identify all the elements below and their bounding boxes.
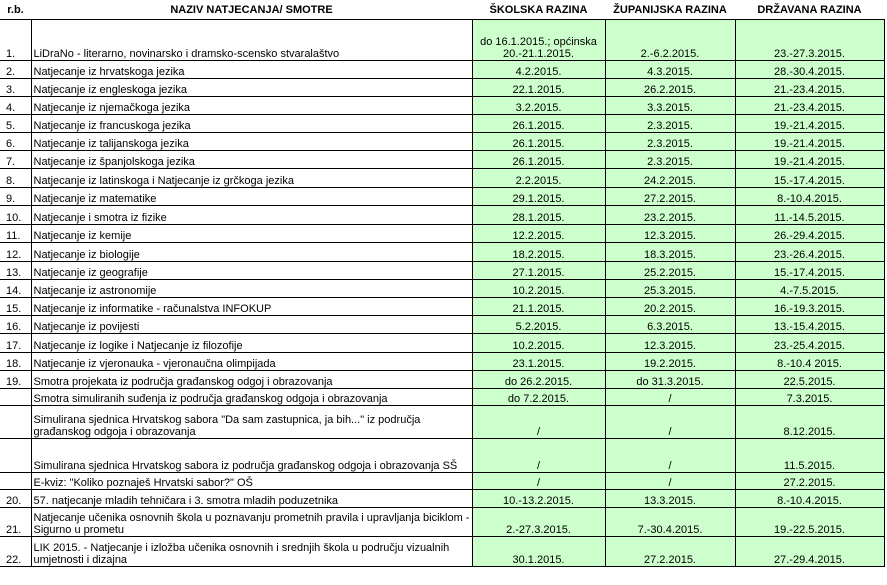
school-level-date: do 7.2.2015.: [472, 389, 605, 406]
state-level-date: 8.-10.4.2015.: [735, 188, 884, 206]
competition-name: Natjecanje iz njemačkoga jezika: [31, 97, 472, 115]
row-number: 12.: [0, 243, 31, 262]
table-row: [0, 243, 884, 262]
row-number: 17.: [0, 334, 31, 353]
row-number: 6.: [0, 133, 31, 151]
competition-name: Natjecanje iz kemije: [31, 225, 472, 243]
school-level-date: 10.2.2015.: [472, 280, 605, 298]
county-level-date: 6.3.2015.: [605, 316, 735, 334]
table-row: [0, 298, 884, 316]
table-row: [0, 508, 884, 537]
competition-name: Smotra simuliranih suđenja iz područja građanskog odgoja i obrazovanja: [31, 389, 472, 406]
table-row: [0, 262, 884, 280]
school-level-date: 27.1.2015.: [472, 262, 605, 280]
county-level-date: 25.3.2015.: [605, 280, 735, 298]
school-level-date: 10.-13.2.2015.: [472, 490, 605, 508]
row-number: 16.: [0, 316, 31, 334]
competition-name: Natjecanje učenika osnovnih škola u poznavanju prometnih pravila i upravljanja biciklom - Sigurno u prometu: [31, 508, 472, 537]
table-row: [0, 334, 884, 353]
row-number: 3.: [0, 79, 31, 97]
competition-name: Smotra projekata iz područja građanskog odgoj i obrazovanja: [31, 371, 472, 389]
competition-name: Natjecanje iz matematike: [31, 188, 472, 206]
state-level-date: 19.-22.5.2015.: [735, 508, 884, 537]
table-row: [0, 133, 884, 151]
county-level-date: 26.2.2015.: [605, 79, 735, 97]
school-level-date: 21.1.2015.: [472, 298, 605, 316]
row-number: [0, 406, 31, 439]
state-level-date: 21.-23.4.2015.: [735, 79, 884, 97]
school-level-date: 4.2.2015.: [472, 61, 605, 79]
row-number: 13.: [0, 262, 31, 280]
state-level-date: 22.5.2015.: [735, 371, 884, 389]
row-number: 7.: [0, 151, 31, 169]
table-row: [0, 20, 884, 61]
row-number: 20.: [0, 490, 31, 508]
school-level-date: /: [472, 406, 605, 439]
school-level-date: /: [472, 439, 605, 473]
row-number: 15.: [0, 298, 31, 316]
table-row: [0, 97, 884, 115]
state-level-date: 28.-30.4.2015.: [735, 61, 884, 79]
competition-name: Natjecanje i smotra iz fizike: [31, 206, 472, 225]
competition-name: 57. natjecanje mladih tehničara i 3. smotra mladih poduzetnika: [31, 490, 472, 508]
table-row: [0, 371, 884, 389]
competition-name: Natjecanje iz povijesti: [31, 316, 472, 334]
competition-name: Natjecanje iz talijanskoga jezika: [31, 133, 472, 151]
table-row: [0, 316, 884, 334]
row-number: 21.: [0, 508, 31, 537]
row-number: [0, 439, 31, 473]
row-number: [0, 389, 31, 406]
state-level-date: 15.-17.4.2015.: [735, 169, 884, 188]
state-level-date: 19.-21.4.2015.: [735, 115, 884, 133]
county-level-date: 12.3.2015.: [605, 334, 735, 353]
competition-name: LIK 2015. - Natjecanje i izložba učenika osnovnih i srednjih škola u području vizualnih umjetnosti i dizajna: [31, 537, 472, 567]
state-level-date: 27.-29.4.2015.: [735, 537, 884, 567]
table-row: [0, 490, 884, 508]
county-level-date: 27.2.2015.: [605, 537, 735, 567]
row-number: 9.: [0, 188, 31, 206]
row-number: 22.: [0, 537, 31, 567]
county-level-date: 24.2.2015.: [605, 169, 735, 188]
table-row: [0, 206, 884, 225]
school-level-date: 12.2.2015.: [472, 225, 605, 243]
competition-name: Natjecanje iz latinskoga i Natjecanje iz grčkoga jezika: [31, 169, 472, 188]
county-level-date: 23.2.2015.: [605, 206, 735, 225]
county-level-date: 3.3.2015.: [605, 97, 735, 115]
state-level-date: 23.-25.4.2015.: [735, 334, 884, 353]
row-number: [0, 473, 31, 490]
county-level-date: 27.2.2015.: [605, 188, 735, 206]
table-row: [0, 61, 884, 79]
county-level-date: 25.2.2015.: [605, 262, 735, 280]
school-level-date: 18.2.2015.: [472, 243, 605, 262]
school-level-date: 10.2.2015.: [472, 334, 605, 353]
school-level-date: 30.1.2015.: [472, 537, 605, 567]
row-number: 1.: [0, 20, 31, 61]
competition-name: LiDraNo - literarno, novinarsko i dramsko-scensko stvaralaštvo: [31, 20, 472, 61]
school-level-date: 23.1.2015.: [472, 353, 605, 371]
table-row: [0, 389, 884, 406]
header-school-level: ŠKOLSKA RAZINA: [489, 3, 588, 16]
row-number: 4.: [0, 97, 31, 115]
county-level-date: 4.3.2015.: [605, 61, 735, 79]
competition-name: Natjecanje iz biologije: [31, 243, 472, 262]
row-number: 5.: [0, 115, 31, 133]
school-level-date: 3.2.2015.: [472, 97, 605, 115]
school-level-date: 26.1.2015.: [472, 133, 605, 151]
county-level-date: /: [605, 439, 735, 473]
county-level-date: 2.3.2015.: [605, 133, 735, 151]
table-row: [0, 225, 884, 243]
state-level-date: 8.-10.4 2015.: [735, 353, 884, 371]
table-row: [0, 280, 884, 298]
county-level-date: 2.3.2015.: [605, 115, 735, 133]
header-rb: r.b.: [7, 3, 24, 16]
competition-name: Natjecanje iz logike i Natjecanje iz filozofije: [31, 334, 472, 353]
county-level-date: do 31.3.2015.: [605, 371, 735, 389]
table-row: [0, 188, 884, 206]
state-level-date: 19.-21.4.2015.: [735, 133, 884, 151]
state-level-date: 7.3.2015.: [735, 389, 884, 406]
table-row: [0, 79, 884, 97]
school-level-date: do 26.2.2015.: [472, 371, 605, 389]
row-number: 2.: [0, 61, 31, 79]
competition-name: Simulirana sjednica Hrvatskog sabora "Da sam zastupnica, ja bih..." iz područja građanskog odgoja i obrazovanja: [31, 406, 472, 439]
header-name: NAZIV NATJECANJA/ SMOTRE: [170, 3, 333, 16]
row-number: 18.: [0, 353, 31, 371]
table-row: [0, 537, 884, 567]
competition-name: Natjecanje iz engleskoga jezika: [31, 79, 472, 97]
header-state-level: DRŽAVANA RAZINA: [757, 3, 862, 16]
state-level-date: 19.-21.4.2015.: [735, 151, 884, 169]
state-level-date: 11.-14.5.2015.: [735, 206, 884, 225]
county-level-date: /: [605, 473, 735, 490]
competition-name: Simulirana sjednica Hrvatskog sabora iz područja građanskog odgoja i obrazovanja SŠ: [31, 439, 472, 473]
county-level-date: /: [605, 389, 735, 406]
table-row: [0, 406, 884, 439]
table-row: [0, 353, 884, 371]
state-level-date: 23.-26.4.2015.: [735, 243, 884, 262]
school-level-date: 22.1.2015.: [472, 79, 605, 97]
row-number: 14.: [0, 280, 31, 298]
state-level-date: 16.-19.3.2015.: [735, 298, 884, 316]
county-level-date: 18.3.2015.: [605, 243, 735, 262]
table-row: [0, 473, 884, 490]
table-row: [0, 439, 884, 473]
state-level-date: 21.-23.4.2015.: [735, 97, 884, 115]
county-level-date: 7.-30.4.2015.: [605, 508, 735, 537]
school-level-date: 28.1.2015.: [472, 206, 605, 225]
competition-name: Natjecanje iz hrvatskoga jezika: [31, 61, 472, 79]
state-level-date: 26.-29.4.2015.: [735, 225, 884, 243]
state-level-date: 11.5.2015.: [735, 439, 884, 473]
header-county-level: ŽUPANIJSKA RAZINA: [613, 3, 727, 16]
table-row: [0, 115, 884, 133]
county-level-date: 2.3.2015.: [605, 151, 735, 169]
competition-name: Natjecanje iz informatike - računalstva INFOKUP: [31, 298, 472, 316]
school-level-date: do 16.1.2015.; općinska 20.-21.1.2015.: [472, 20, 605, 61]
school-level-date: /: [472, 473, 605, 490]
county-level-date: 19.2.2015.: [605, 353, 735, 371]
school-level-date: 2.-27.3.2015.: [472, 508, 605, 537]
county-level-date: /: [605, 406, 735, 439]
state-level-date: 4.-7.5.2015.: [735, 280, 884, 298]
row-number: 8.: [0, 169, 31, 188]
state-level-date: 23.-27.3.2015.: [735, 20, 884, 61]
row-number: 11.: [0, 225, 31, 243]
school-level-date: 5.2.2015.: [472, 316, 605, 334]
school-level-date: 26.1.2015.: [472, 151, 605, 169]
county-level-date: 12.3.2015.: [605, 225, 735, 243]
county-level-date: 13.3.2015.: [605, 490, 735, 508]
competition-name: Natjecanje iz geografije: [31, 262, 472, 280]
competition-name: Natjecanje iz francuskoga jezika: [31, 115, 472, 133]
table-body: [0, 20, 884, 567]
state-level-date: 27.2.2015.: [735, 473, 884, 490]
table-row: [0, 169, 884, 188]
header-row: [0, 0, 884, 20]
row-number: 10.: [0, 206, 31, 225]
competition-name: E-kviz: "Koliko poznaješ Hrvatski sabor?" OŠ: [31, 473, 472, 490]
county-level-date: 20.2.2015.: [605, 298, 735, 316]
school-level-date: 2.2.2015.: [472, 169, 605, 188]
school-level-date: 29.1.2015.: [472, 188, 605, 206]
county-level-date: 2.-6.2.2015.: [605, 20, 735, 61]
competition-name: Natjecanje iz astronomije: [31, 280, 472, 298]
competition-name: Natjecanje iz vjeronauka - vjeronaučna olimpijada: [31, 353, 472, 371]
state-level-date: 8.12.2015.: [735, 406, 884, 439]
school-level-date: 26.1.2015.: [472, 115, 605, 133]
table-row: [0, 151, 884, 169]
competition-name: Natjecanje iz španjolskoga jezika: [31, 151, 472, 169]
state-level-date: 15.-17.4.2015.: [735, 262, 884, 280]
state-level-date: 8.-10.4.2015.: [735, 490, 884, 508]
row-number: 19.: [0, 371, 31, 389]
state-level-date: 13.-15.4.2015.: [735, 316, 884, 334]
